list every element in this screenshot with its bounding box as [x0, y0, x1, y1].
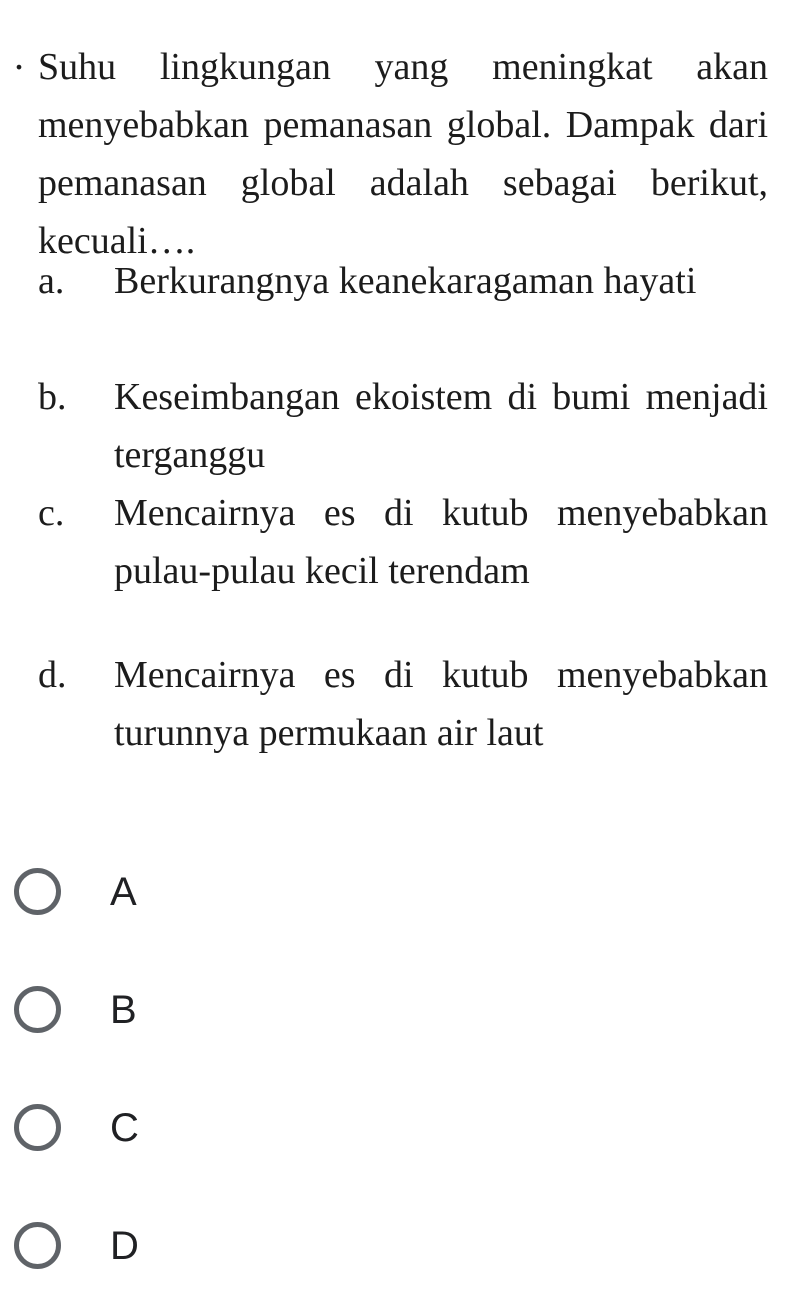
- option-letter: a.: [38, 260, 65, 302]
- option-text: Mencairnya es di kutub menyebabkan turunnya permukaan air laut: [114, 654, 768, 754]
- radio-button-icon[interactable]: [14, 1222, 61, 1269]
- option-text: Keseimbangan ekoistem di bumi menjadi terganggu: [114, 376, 768, 476]
- option-text: Berkurangnya keanekaragaman hayati: [114, 260, 697, 302]
- question-option-d: [38, 646, 768, 762]
- option-letter: b.: [38, 376, 67, 418]
- answer-choice-b[interactable]: [0, 958, 798, 1076]
- answer-choices: [0, 840, 798, 1312]
- radio-button-icon[interactable]: [14, 986, 61, 1033]
- option-letter: c.: [38, 492, 65, 534]
- question-option-c: [38, 484, 768, 600]
- radio-button-icon[interactable]: [14, 868, 61, 915]
- answer-choice-d[interactable]: [0, 1194, 798, 1312]
- radio-button-icon[interactable]: [14, 1104, 61, 1151]
- answer-choice-a[interactable]: [0, 840, 798, 958]
- question-stem: Suhu lingkungan yang meningkat akan menyebabkan pemanasan global. Dampak dari pemanasan global adalah sebagai berikut, kecuali….: [38, 46, 768, 262]
- question-option-a: [38, 252, 768, 310]
- answer-label[interactable]: D: [110, 1224, 139, 1268]
- stem-mark: .: [14, 33, 24, 78]
- answer-choice-c[interactable]: [0, 1076, 798, 1194]
- option-letter: d.: [38, 654, 67, 696]
- answer-label[interactable]: C: [110, 1106, 139, 1150]
- option-text: Mencairnya es di kutub menyebabkan pulau-pulau kecil terendam: [114, 492, 768, 592]
- answer-label[interactable]: A: [110, 870, 137, 914]
- answer-label[interactable]: B: [110, 988, 137, 1032]
- question-option-b: [38, 368, 768, 484]
